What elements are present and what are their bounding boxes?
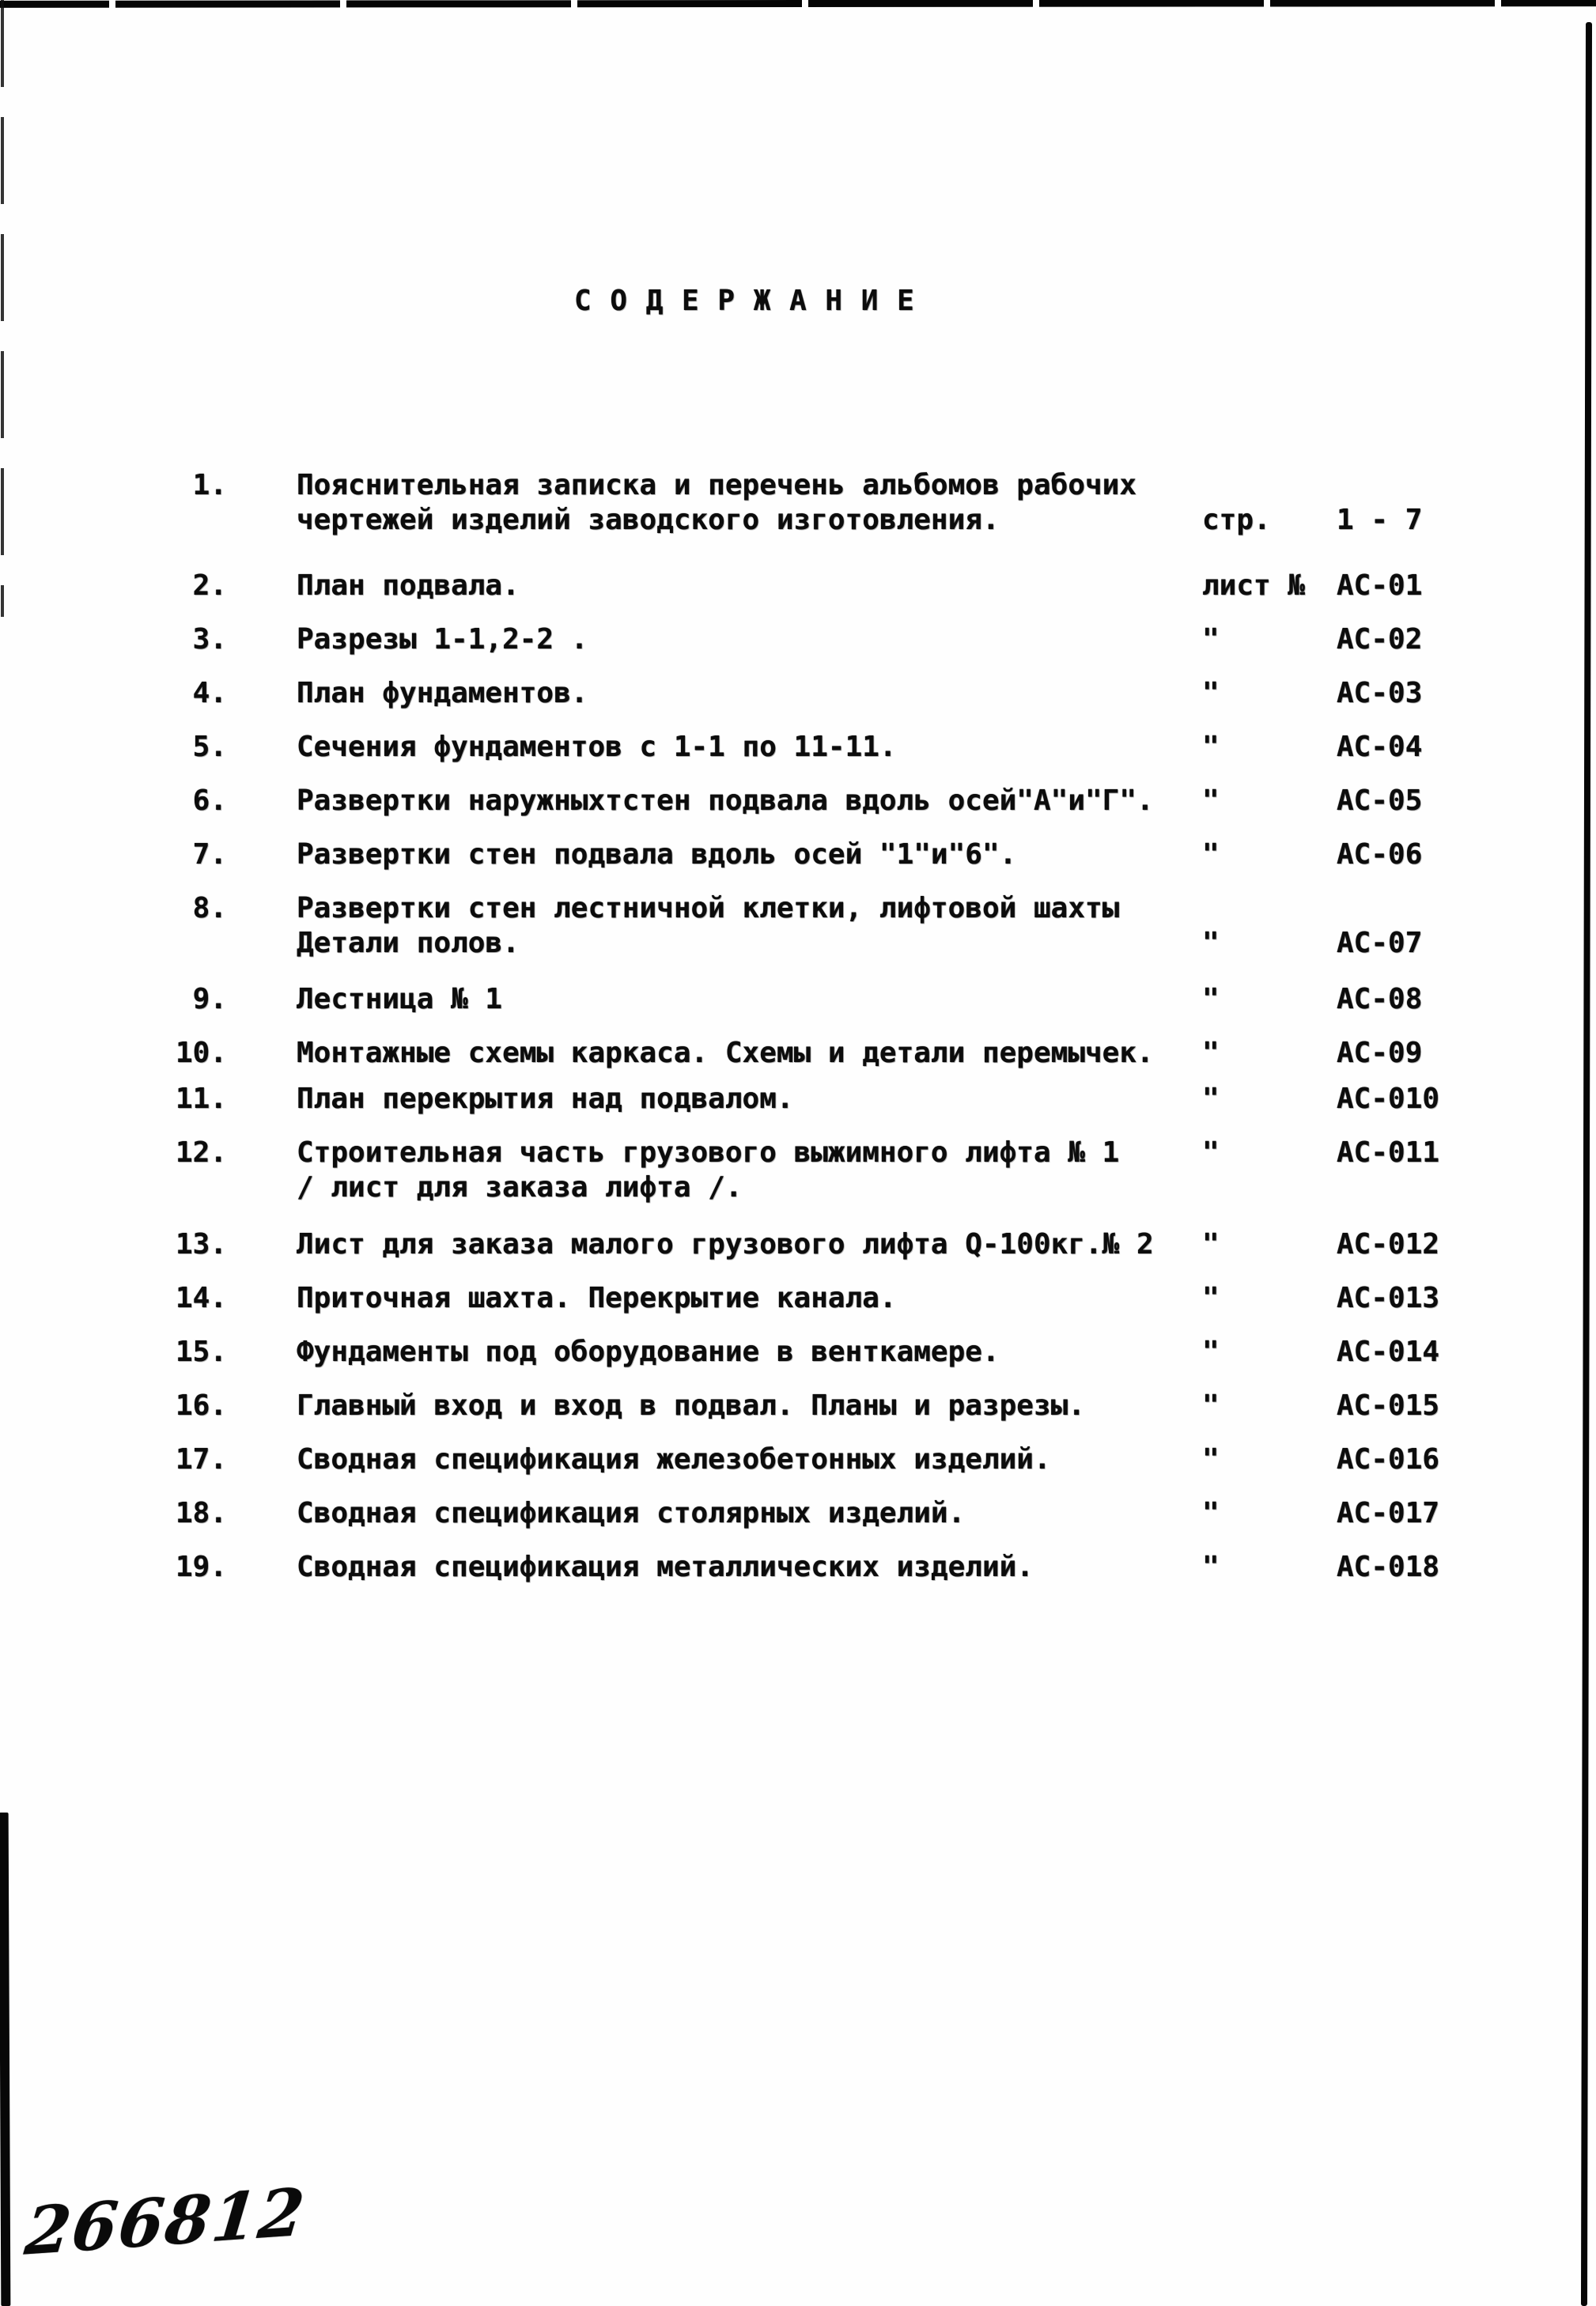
toc-entry-description — [233, 784, 1202, 818]
toc-entry-number: 8. — [192, 892, 227, 924]
toc-entry — [0, 1389, 1596, 1423]
toc-entry-number: 12. — [175, 1136, 227, 1169]
toc-entry-description-line: Главный вход и вход в подвал. Планы и разрезы. — [297, 1389, 1085, 1422]
toc-entry-sheet-code: АС-07 — [1337, 927, 1423, 959]
toc-entry-number: 17. — [175, 1443, 227, 1476]
toc-entry-sheet-code: АС-014 — [1337, 1336, 1440, 1368]
toc-entry-number: 9. — [192, 983, 227, 1015]
toc-entry-number: 6. — [192, 784, 227, 817]
toc-entry-description — [233, 1335, 1202, 1370]
toc-entry-sheet-code: АС-011 — [1337, 1136, 1440, 1169]
page-title: С О Д Е Р Ж А Н И Е — [574, 285, 915, 317]
toc-entry — [0, 1036, 1596, 1071]
toc-entry-description — [233, 569, 1202, 603]
toc-entry-ref-label: стр. — [1202, 504, 1271, 536]
toc-entry-description-line: План фундаментов. — [297, 677, 588, 709]
toc-entry-number: 19. — [175, 1551, 227, 1583]
toc-entry-sheet-code: 1 - 7 — [1337, 504, 1423, 536]
toc-entry-ref-label: " — [1202, 1551, 1220, 1583]
toc-entry — [0, 784, 1596, 818]
toc-entry-description — [233, 1136, 1202, 1205]
toc-entry — [0, 837, 1596, 872]
toc-entry-sheet-code: АС-09 — [1337, 1037, 1423, 1069]
toc-entry-description-line: Строительная часть грузового выжимного лифта № 1 — [297, 1136, 1120, 1169]
toc-entry-description-line: чертежей изделий заводского изготовления. — [297, 504, 1000, 536]
toc-entry-description-line: Развертки наружныхтстен подвала вдоль осей"А"и"Г". — [297, 784, 1154, 817]
toc-entry-sheet-code: АС-017 — [1337, 1497, 1440, 1529]
toc-entry-number: 3. — [192, 623, 227, 656]
toc-entry-description — [233, 1550, 1202, 1585]
toc-entry — [0, 1082, 1596, 1117]
toc-entry-sheet-code: АС-016 — [1337, 1443, 1440, 1476]
handwritten-number: 266812 — [21, 2174, 310, 2270]
toc-entry-ref-label: " — [1202, 784, 1220, 817]
toc-entry-description-line: Приточная шахта. Перекрытие канала. — [297, 1282, 897, 1314]
toc-entry-description-line: Детали полов. — [297, 927, 520, 959]
toc-entry — [0, 1136, 1596, 1205]
toc-entry — [0, 676, 1596, 711]
toc-entry — [0, 1550, 1596, 1585]
toc-entry-sheet-code: АС-01 — [1337, 569, 1423, 602]
toc-entry-description — [233, 468, 1202, 538]
toc-entry-sheet-code: АС-013 — [1337, 1282, 1440, 1314]
toc-entry-ref-label: " — [1202, 983, 1220, 1015]
toc-entry-ref-label: " — [1202, 838, 1220, 871]
toc-entry-sheet-code: АС-08 — [1337, 983, 1423, 1015]
toc-entry — [0, 1335, 1596, 1370]
toc-entry-ref-label: лист № — [1202, 569, 1306, 602]
toc-entry-description-line: Пояснительная записка и перечень альбомов рабочих — [297, 469, 1137, 501]
page-border-left-bottom — [0, 1813, 10, 2306]
toc-entry-ref-label: " — [1202, 1336, 1220, 1368]
toc-entry-number: 15. — [175, 1336, 227, 1368]
toc-entry-ref-label: " — [1202, 731, 1220, 763]
toc-entry-description — [233, 1082, 1202, 1117]
toc-entry-description-line: План перекрытия над подвалом. — [297, 1083, 794, 1115]
toc-entry-ref-label: " — [1202, 1083, 1220, 1115]
toc-entry-description-line: Развертки стен лестничной клетки, лифтовой шахты — [297, 892, 1120, 924]
toc-entry-number: 5. — [192, 731, 227, 763]
toc-entry-description — [233, 1442, 1202, 1477]
toc-entry-description — [233, 622, 1202, 657]
toc-entry — [0, 891, 1596, 961]
toc-entry-description-line: Сечения фундаментов с 1-1 по 11-11. — [297, 731, 897, 763]
toc-entry — [0, 1227, 1596, 1262]
toc-entry-ref-label: " — [1202, 1282, 1220, 1314]
toc-entry — [0, 730, 1596, 765]
toc-entry-sheet-code: АС-04 — [1337, 731, 1423, 763]
toc-entry-ref-label: " — [1202, 1497, 1220, 1529]
toc-entry-description-line: Сводная спецификация железобетонных изделий. — [297, 1443, 1051, 1476]
toc-entry-sheet-code: АС-015 — [1337, 1389, 1440, 1422]
toc-entry-description-line: / лист для заказа лифта /. — [297, 1171, 743, 1204]
toc-entry — [0, 1442, 1596, 1477]
toc-entry-description — [233, 837, 1202, 872]
toc-entry — [0, 569, 1596, 603]
toc-entry-sheet-code: АС-05 — [1337, 784, 1423, 817]
toc-entry-ref-label: " — [1202, 1037, 1220, 1069]
toc-entry-description — [233, 891, 1202, 961]
toc-entry-description-line: Лист для заказа малого грузового лифта Q-100кг.№ 2 — [297, 1228, 1154, 1261]
page-border-top — [0, 0, 1596, 8]
toc-entry-description-line: Сводная спецификация металлических изделий. — [297, 1551, 1034, 1583]
toc-entry-sheet-code: АС-06 — [1337, 838, 1423, 871]
toc-entry — [0, 982, 1596, 1017]
toc-entry-description-line: Сводная спецификация столярных изделий. — [297, 1497, 966, 1529]
toc-entry-number: 11. — [175, 1083, 227, 1115]
toc-entry — [0, 1281, 1596, 1316]
toc-entry-description — [233, 676, 1202, 711]
toc-entry-description-line: Лестница № 1 — [297, 983, 503, 1015]
toc-entry-description-line: План подвала. — [297, 569, 520, 602]
toc-entry-description — [233, 1227, 1202, 1262]
toc-entry-sheet-code: АС-012 — [1337, 1228, 1440, 1261]
toc-entry-sheet-code: АС-02 — [1337, 623, 1423, 656]
toc-entry-description-line: Разрезы 1-1,2-2 . — [297, 623, 588, 656]
toc-entry-number: 2. — [192, 569, 227, 602]
toc-entry-ref-label: " — [1202, 1136, 1220, 1169]
toc-entry-number: 16. — [175, 1389, 227, 1422]
toc-entry-number: 14. — [175, 1282, 227, 1314]
toc-entry-description — [233, 1036, 1202, 1071]
toc-entry-ref-label: " — [1202, 927, 1220, 959]
toc-entry-sheet-code: АС-018 — [1337, 1551, 1440, 1583]
toc-entry-description — [233, 730, 1202, 765]
toc-entry-description-line: Монтажные схемы каркаса. Схемы и детали перемычек. — [297, 1037, 1154, 1069]
toc-entry-number: 13. — [175, 1228, 227, 1261]
toc-entry-ref-label: " — [1202, 1228, 1220, 1261]
toc-entry-sheet-code: АС-03 — [1337, 677, 1423, 709]
toc-entry-sheet-code: АС-010 — [1337, 1083, 1440, 1115]
toc-entry-description — [233, 982, 1202, 1017]
toc-entry — [0, 468, 1596, 538]
toc-entry-number: 7. — [192, 838, 227, 871]
toc-entry-description — [233, 1281, 1202, 1316]
toc-entry-description — [233, 1389, 1202, 1423]
toc-entry-description-line: Фундаменты под оборудование в венткамере. — [297, 1336, 1000, 1368]
toc-entry-ref-label: " — [1202, 1389, 1220, 1422]
toc-entry-number: 10. — [175, 1037, 227, 1069]
toc-list — [0, 468, 1596, 1604]
toc-entry-number: 1. — [192, 469, 227, 501]
toc-entry-ref-label: " — [1202, 1443, 1220, 1476]
toc-entry-number: 4. — [192, 677, 227, 709]
toc-entry-description-line: Развертки стен подвала вдоль осей "1"и"6". — [297, 838, 1017, 871]
toc-entry-ref-label: " — [1202, 677, 1220, 709]
toc-entry-description — [233, 1496, 1202, 1531]
toc-entry-ref-label: " — [1202, 623, 1220, 656]
toc-entry — [0, 1496, 1596, 1531]
toc-entry — [0, 622, 1596, 657]
toc-entry-number: 18. — [175, 1497, 227, 1529]
